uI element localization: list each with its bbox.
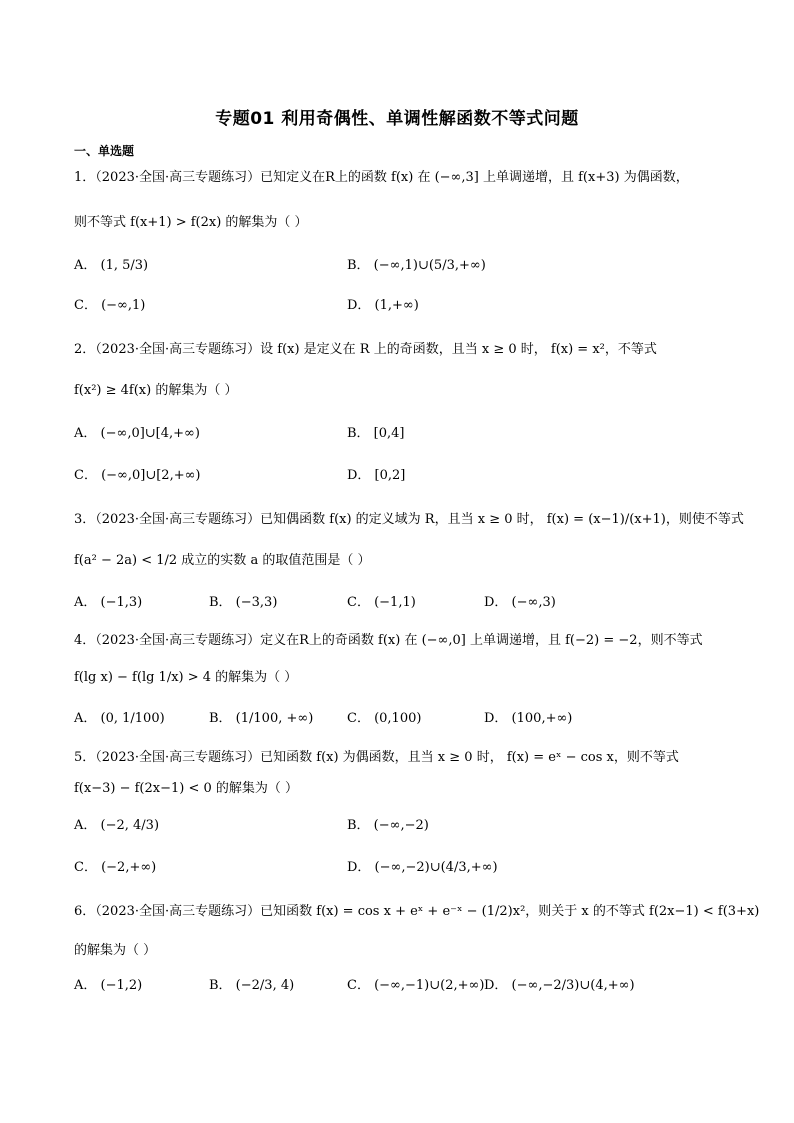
- q2-stem-line2: f(x²) ≥ 4f(x) 的解集为（ ）: [74, 383, 238, 398]
- q4-option-a: A． (0, 1/100): [74, 711, 165, 726]
- q3-option-c: C． (−1,1): [347, 595, 416, 610]
- q2-option-a: A． (−∞,0]∪[4,+∞): [74, 426, 200, 441]
- q1-stem-line1: 1．（2023·全国·高三专题练习）已知定义在R上的函数 f(x) 在 (−∞,3] 上单调递增，且 f(x+3) 为偶函数，: [74, 170, 689, 185]
- q5-option-a: A． (−2, 4/3): [74, 818, 160, 833]
- q2-stem-line1: 2．（2023·全国·高三专题练习）设 f(x) 是定义在 R 上的奇函数，且当 x ≥ 0 时， f(x) = x²，不等式: [74, 342, 657, 357]
- q3-option-a: A． (−1,3): [74, 595, 143, 610]
- q6-option-c: C． (−∞,−1)∪(2,+∞): [347, 978, 485, 993]
- q1-stem-line2: 则不等式 f(x+1) > f(2x) 的解集为（ ）: [74, 215, 308, 230]
- q4-stem-line2: f(lg x) − f(lg 1/x) > 4 的解集为（ ）: [74, 670, 298, 685]
- q2-option-c: C． (−∞,0]∪[2,+∞): [74, 468, 201, 483]
- q6-option-b: B． (−2/3, 4): [209, 978, 295, 993]
- q5-option-d: D． (−∞,−2)∪(4/3,+∞): [347, 860, 498, 875]
- page-title: 专题01 利用奇偶性、单调性解函数不等式问题: [215, 109, 579, 129]
- section-heading: 一、单选题: [74, 144, 135, 158]
- q6-stem-line2: 的解集为（ ）: [74, 943, 157, 958]
- q1-option-c: C． (−∞,1): [74, 298, 146, 313]
- q4-option-d: D． (100,+∞): [484, 711, 573, 726]
- q1-option-a: A． (1, 5/3): [74, 258, 149, 273]
- q4-option-c: C． (0,100): [347, 711, 422, 726]
- q1-option-d: D． (1,+∞): [347, 298, 419, 313]
- q5-stem-line1: 5．（2023·全国·高三专题练习）已知函数 f(x) 为偶函数，且当 x ≥ 0 时， f(x) = eˣ − cos x，则不等式: [74, 750, 679, 765]
- q5-option-c: C． (−2,+∞): [74, 860, 157, 875]
- q6-stem-line1: 6．（2023·全国·高三专题练习）已知函数 f(x) = cos x + eˣ + e⁻ˣ − (1/2)x²，则关于 x 的不等式 f(2x−1) < f(3+x): [74, 904, 760, 919]
- q5-stem-line2: f(x−3) − f(2x−1) < 0 的解集为（ ）: [74, 781, 299, 796]
- q3-stem-line2: f(a² − 2a) < 1/2 成立的实数 a 的取值范围是（ ）: [74, 553, 371, 568]
- q4-stem-line1: 4．（2023·全国·高三专题练习）定义在R上的奇函数 f(x) 在 (−∞,0] 上单调递增，且 f(−2) = −2，则不等式: [74, 633, 703, 648]
- q1-option-b: B． (−∞,1)∪(5/3,+∞): [347, 258, 486, 273]
- q6-option-a: A． (−1,2): [74, 978, 143, 993]
- q5-option-b: B． (−∞,−2): [347, 818, 429, 833]
- q3-stem-line1: 3．（2023·全国·高三专题练习）已知偶函数 f(x) 的定义域为 R，且当 x ≥ 0 时， f(x) = (x−1)/(x+1)，则使不等式: [74, 512, 744, 527]
- q3-option-d: D． (−∞,3): [484, 595, 556, 610]
- q3-option-b: B． (−3,3): [209, 595, 278, 610]
- q2-option-d: D． [0,2]: [347, 468, 406, 483]
- q6-option-d: D． (−∞,−2/3)∪(4,+∞): [484, 978, 635, 993]
- q4-option-b: B． (1/100, +∞): [209, 711, 314, 726]
- q2-option-b: B． [0,4]: [347, 426, 405, 441]
